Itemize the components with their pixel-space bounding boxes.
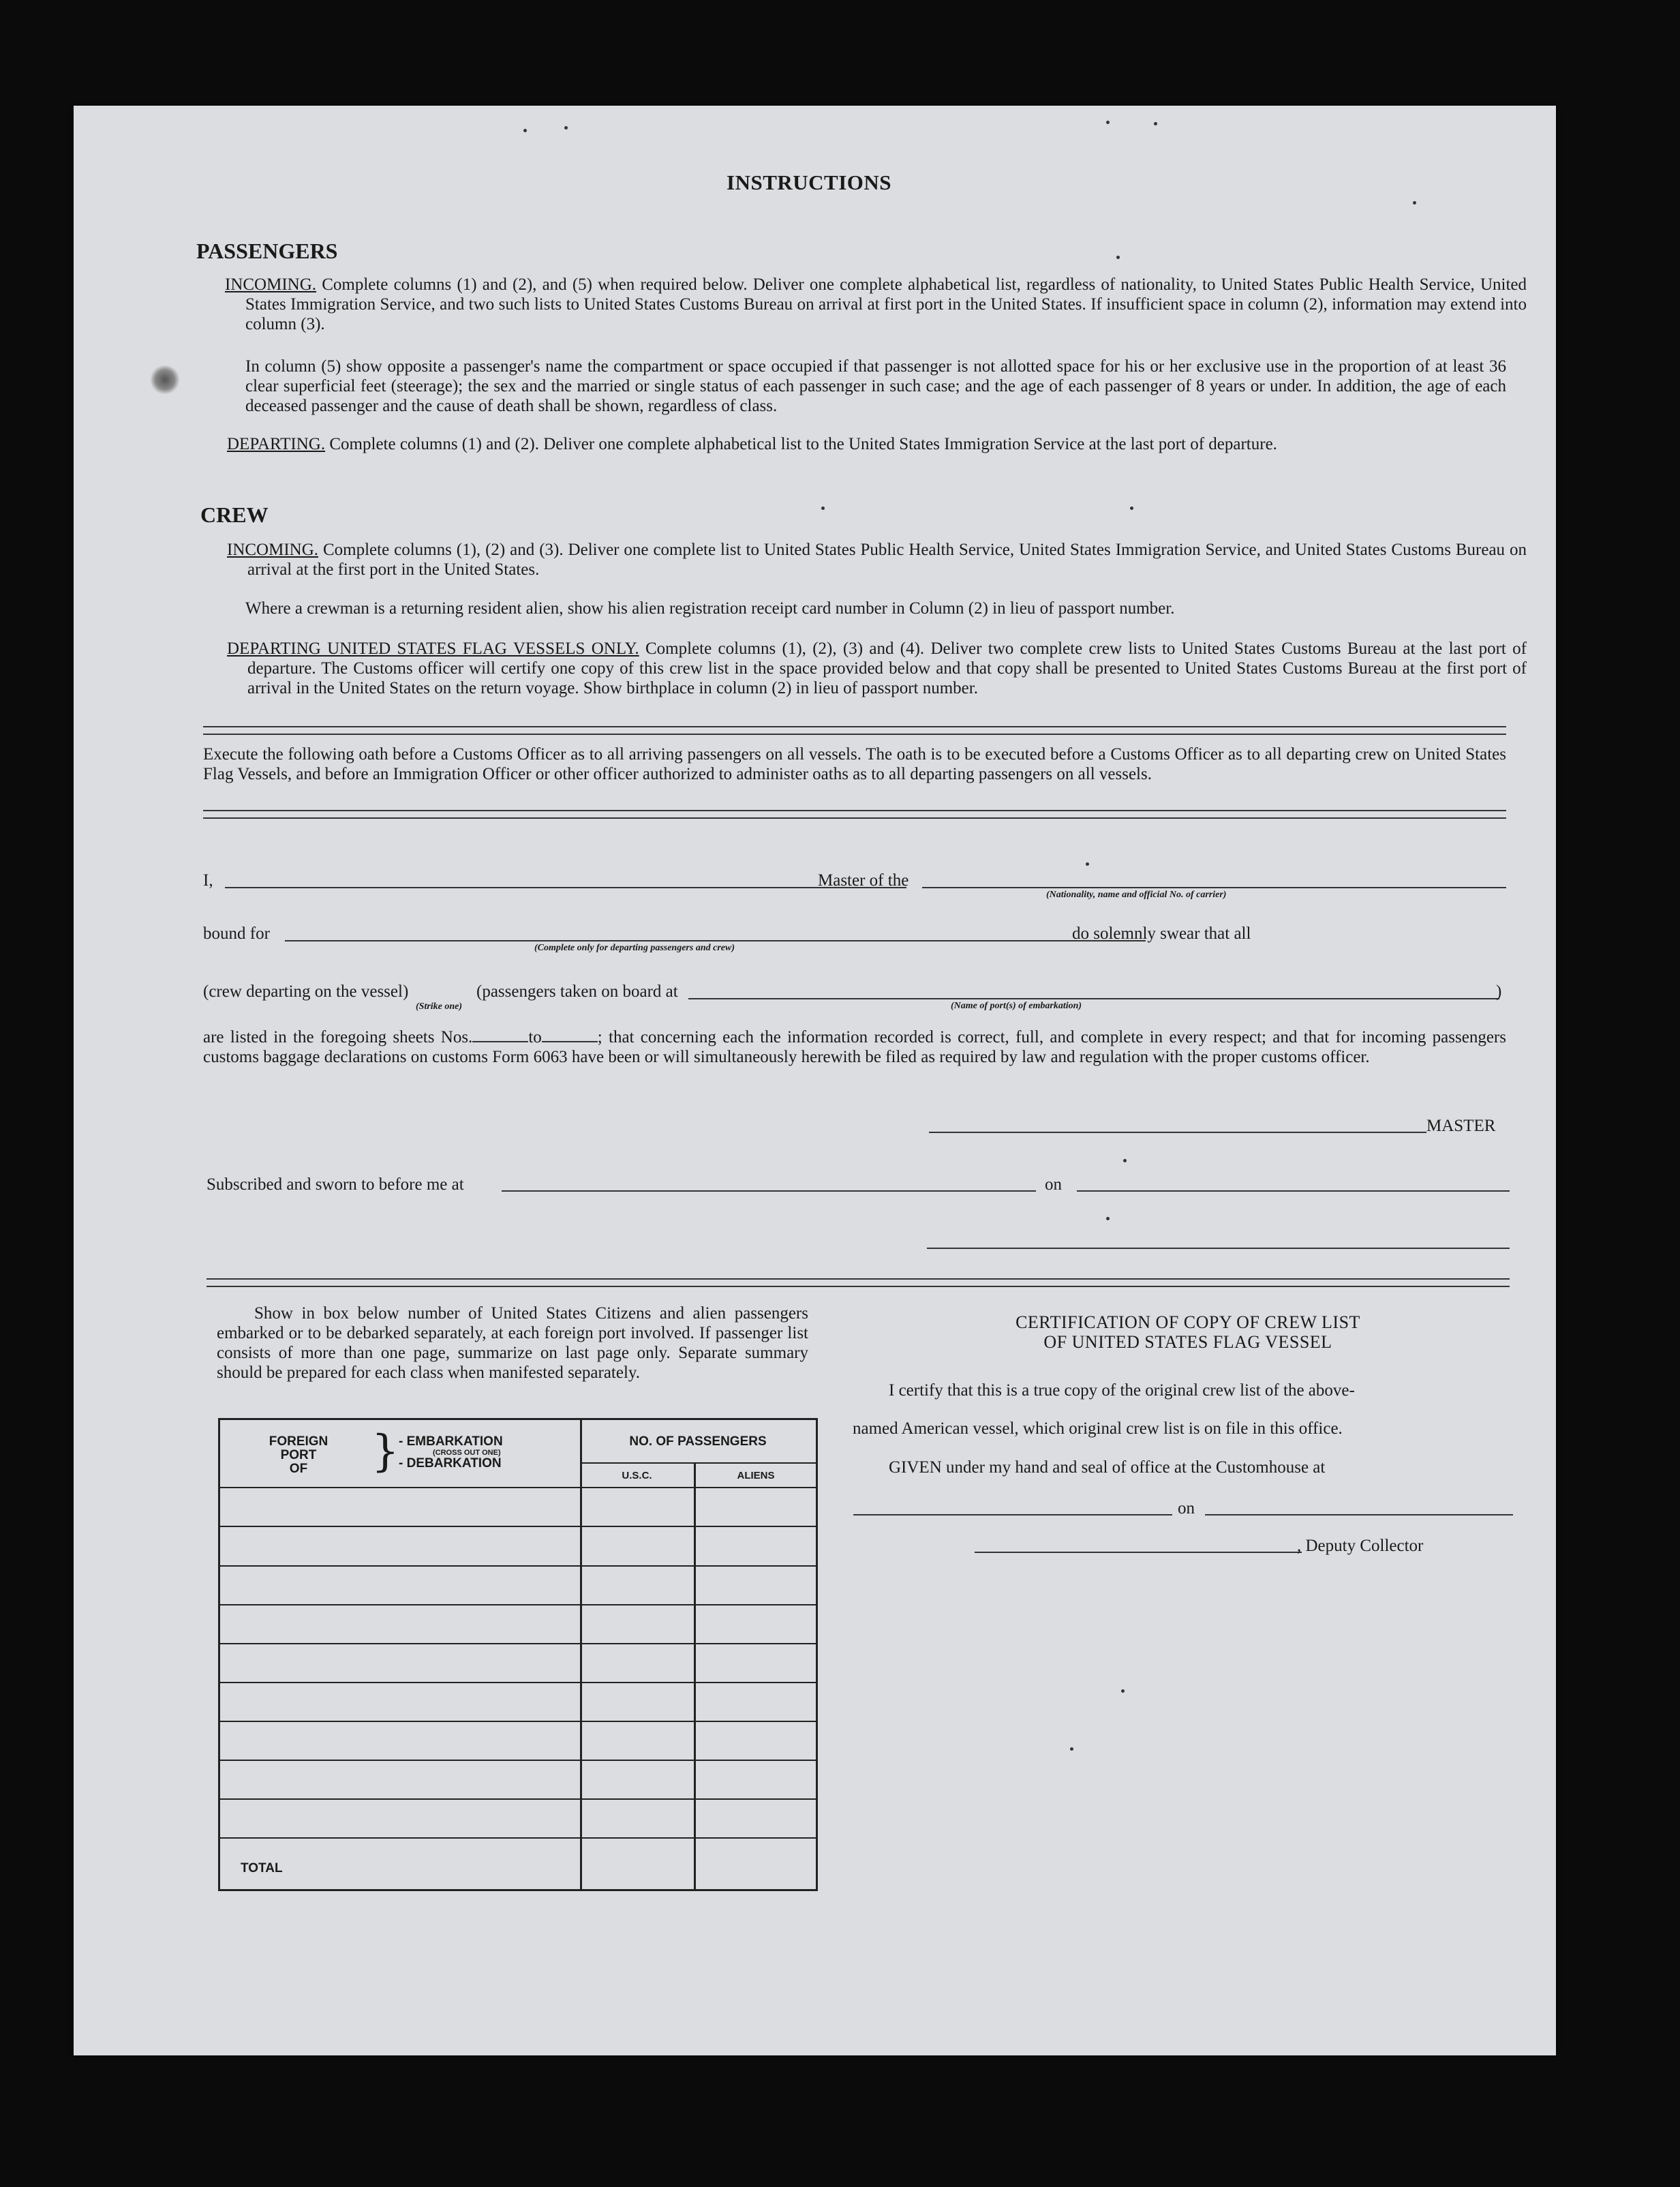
port-label: PORT <box>280 1448 317 1462</box>
document-page <box>74 106 1556 2055</box>
deputy-signature-field[interactable] <box>975 1552 1302 1553</box>
master-of-label: Master of the <box>818 871 909 890</box>
swear-label: do solemnly swear that all <box>1072 924 1251 943</box>
summary-note: Show in box below number of United States Citizens and alien passengers embarked or to be debarked separately, at each foreign port involved. If passenger list consists of more than one page, summarize on last page only. Separate summary should be prepared for each class when manifested separately. <box>217 1304 808 1382</box>
section-divider <box>203 810 1506 819</box>
subscribed-on-label: on <box>1045 1175 1062 1194</box>
speck <box>1106 121 1110 124</box>
page-title: INSTRUCTIONS <box>727 170 892 194</box>
table-row[interactable] <box>220 1604 816 1605</box>
crew-incoming-paragraph <box>227 540 1527 579</box>
table-row[interactable] <box>220 1837 816 1839</box>
crew-departing-paragraph <box>227 639 1527 698</box>
certification-on-label: on <box>1178 1499 1195 1518</box>
crew-departing-option[interactable]: (crew departing on the vessel) <box>203 982 409 1001</box>
passengers-count-header: NO. OF PASSENGERS <box>629 1434 767 1449</box>
carrier-caption: (Nationality, name and official No. of carrier) <box>1046 890 1227 900</box>
strike-one-caption: (Strike one) <box>416 1001 463 1012</box>
port-caption: (Name of port(s) of embarkation) <box>951 1001 1082 1011</box>
of-label: OF <box>289 1462 308 1476</box>
sheet-to-field[interactable] <box>542 1029 598 1042</box>
close-paren: ) <box>1496 982 1502 1001</box>
speck <box>1413 201 1416 205</box>
table-row[interactable] <box>220 1798 816 1800</box>
subscribed-label: Subscribed and sworn to before me at <box>207 1175 464 1194</box>
passengers-incoming-label: INCOMING. <box>225 275 317 294</box>
speck <box>1070 1747 1073 1751</box>
aliens-header: ALIENS <box>737 1470 775 1481</box>
speck <box>1130 507 1133 510</box>
certification-date-field[interactable] <box>1205 1514 1513 1515</box>
master-signature-field[interactable] <box>929 1132 1426 1133</box>
crew-incoming-text: Complete columns (1), (2) and (3). Deliver one complete list to United States Public Health Service, United States Immigration Service, and United States Customs Bureau on arrival at the first port in the United States. <box>247 541 1527 579</box>
sheet-from-field[interactable] <box>472 1029 528 1042</box>
crew-departing-label: DEPARTING UNITED STATES FLAG VESSELS ONLY. <box>227 639 639 658</box>
listed-label-a: are listed in the foregoing sheets Nos. <box>203 1028 473 1046</box>
embarkation-label[interactable]: - EMBARKATION <box>399 1434 503 1449</box>
table-row[interactable] <box>220 1682 816 1683</box>
cross-out-label: (CROSS OUT ONE) <box>433 1449 501 1457</box>
usc-header: U.S.C. <box>622 1470 652 1481</box>
foreign-label: FOREIGN <box>269 1434 329 1449</box>
crew-departing-text: Complete columns (1), (2), (3) and (4). Deliver two complete crew lists to United States Customs Bureau at the last port of departure. The Customs officer will certify one copy of this crew list in the space provided below and that copy shall be presented to United States Customs Bureau at the first port of arrival in the United States on the return voyage. Show birthplace in column (2) in lieu of passport number. <box>247 639 1527 697</box>
deputy-collector-label: , Deputy Collector <box>1297 1537 1424 1555</box>
certify-line-1: I certify that this is a true copy of the original crew list of the above- <box>889 1381 1355 1400</box>
oath-instruction: Execute the following oath before a Customs Officer as to all arriving passengers on all vessels. The oath is to be executed before a Customs Officer as to all departing crew on United States Flag Vessels, and before an Immigration Officer or other officer authorized to administer oaths as to all departing passengers on all vessels. <box>203 745 1506 783</box>
master-name-field[interactable] <box>225 887 906 888</box>
speck <box>821 507 825 510</box>
passengers-departing-text: Complete columns (1) and (2). Deliver one complete alphabetical list to the United States Immigration Service at the last port of departure. <box>329 435 1277 453</box>
oath-listed-paragraph <box>203 1027 1506 1067</box>
speck <box>523 129 527 132</box>
foreign-port-header <box>247 1435 350 1476</box>
given-line: GIVEN under my hand and seal of office at the Customhouse at <box>889 1458 1326 1477</box>
section-divider <box>203 726 1506 735</box>
table-row[interactable] <box>220 1565 816 1567</box>
table-row[interactable] <box>220 1526 816 1527</box>
speck <box>1106 1217 1110 1220</box>
brace-icon: } <box>371 1426 399 1477</box>
bound-for-label: bound for <box>203 924 270 943</box>
crew-incoming-label: INCOMING. <box>227 541 319 559</box>
passenger-summary-table <box>218 1418 818 1891</box>
certification-title <box>868 1312 1508 1352</box>
master-label: MASTER <box>1426 1117 1496 1135</box>
carrier-field[interactable] <box>922 887 1506 888</box>
oath-i-label: I, <box>203 871 213 890</box>
customhouse-field[interactable] <box>853 1514 1172 1515</box>
passengers-departing-label: DEPARTING. <box>227 435 326 453</box>
passengers-incoming-paragraph <box>225 275 1527 334</box>
certification-title-line-1: CERTIFICATION OF COPY OF CREW LIST <box>1015 1312 1360 1332</box>
speck <box>1154 122 1157 125</box>
stain-mark <box>150 365 180 395</box>
officer-signature-field[interactable] <box>927 1248 1510 1249</box>
bound-for-field[interactable] <box>285 940 1146 941</box>
passengers-taken-option[interactable]: (passengers taken on board at <box>476 982 678 1001</box>
crew-resident-paragraph: Where a crewman is a returning resident alien, show his alien registration receipt card number in Column (2) in lieu of passport number. <box>245 599 1175 618</box>
passengers-incoming-text: Complete columns (1) and (2), and (5) when required below. Deliver one complete alphabetical list, regardless of nationality, to United States Public Health Service, United States Immigration Service, and two such lists to United States Customs Bureau on arrival at first port in the United States. If insufficient space in column (2), information may extend into column (3). <box>245 275 1527 333</box>
certification-title-line-2: OF UNITED STATES FLAG VESSEL <box>1043 1332 1332 1352</box>
section-divider <box>207 1278 1510 1287</box>
crew-heading: CREW <box>200 502 269 527</box>
speck <box>564 126 568 130</box>
bound-for-caption: (Complete only for departing passengers and crew) <box>534 943 735 953</box>
table-divider <box>580 1420 582 1889</box>
passengers-departing-paragraph <box>227 434 1527 454</box>
speck <box>1086 862 1089 866</box>
subscribed-date-field[interactable] <box>1077 1190 1510 1192</box>
table-row[interactable] <box>220 1643 816 1644</box>
table-row[interactable] <box>220 1760 816 1761</box>
table-divider <box>580 1462 816 1464</box>
listed-to-label: to <box>528 1028 542 1046</box>
subscribed-place-extra-field[interactable] <box>934 1190 1036 1192</box>
port-field[interactable] <box>688 998 1499 999</box>
speck <box>1121 1689 1125 1693</box>
table-row[interactable] <box>220 1721 816 1722</box>
speck <box>1123 1159 1127 1162</box>
table-divider <box>220 1487 816 1488</box>
debarkation-label[interactable]: - DEBARKATION <box>399 1456 502 1470</box>
passengers-column5-paragraph: In column (5) show opposite a passenger's name the compartment or space occupied if that passenger is not allotted space for his or her exclusive use in the proportion of at least 36 clear superficial feet (steerage); the sex and the married or single status of each passenger in such case; and the age of each passenger of 8 years or under. In addition, the age of each deceased passenger and the cause of death shall be shown, regardless of class. <box>245 357 1506 415</box>
passengers-heading: PASSENGERS <box>196 239 338 263</box>
speck <box>1116 256 1120 259</box>
certify-line-2: named American vessel, which original crew list is on file in this office. <box>853 1419 1343 1438</box>
total-label: TOTAL <box>241 1861 283 1875</box>
listed-label-b: ; that concerning each the information recorded is correct, full, and complete in every respect; and that for incoming passengers customs baggage declarations on customs Form 6063 have been or will simultaneously herewith be filed as required by law and regulation with the proper customs officer. <box>203 1028 1506 1066</box>
